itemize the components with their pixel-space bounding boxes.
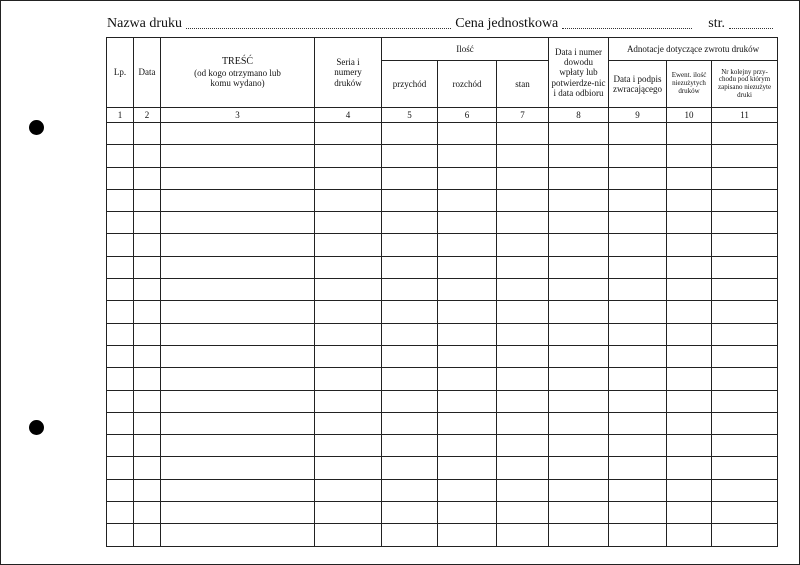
table-cell[interactable] — [161, 435, 315, 457]
table-cell[interactable] — [107, 323, 134, 345]
print-register-table — [106, 37, 778, 547]
table-cell[interactable] — [438, 234, 497, 256]
table-cell[interactable] — [161, 479, 315, 501]
table-cell[interactable] — [549, 502, 609, 524]
table-row — [107, 301, 778, 323]
table-cell[interactable] — [161, 279, 315, 301]
table-cell[interactable] — [107, 301, 134, 323]
table-cell[interactable] — [609, 457, 667, 479]
table-cell[interactable] — [315, 145, 382, 167]
table-cell[interactable] — [667, 212, 712, 234]
table-cell[interactable] — [667, 256, 712, 278]
table-cell[interactable] — [438, 457, 497, 479]
table-cell[interactable] — [438, 345, 497, 367]
table-cell[interactable] — [497, 123, 549, 145]
table-cell[interactable] — [382, 412, 438, 434]
table-cell[interactable] — [134, 167, 161, 189]
table-cell[interactable] — [667, 279, 712, 301]
table-cell[interactable] — [438, 167, 497, 189]
table-cell[interactable] — [667, 479, 712, 501]
table-cell[interactable] — [438, 212, 497, 234]
table-cell[interactable] — [497, 212, 549, 234]
table-cell[interactable] — [667, 368, 712, 390]
table-cell[interactable] — [667, 524, 712, 546]
table-cell[interactable] — [667, 145, 712, 167]
table-cell[interactable] — [161, 323, 315, 345]
table-cell[interactable] — [712, 145, 778, 167]
col-header-tresc — [161, 38, 315, 108]
table-cell[interactable] — [712, 212, 778, 234]
table-cell[interactable] — [315, 502, 382, 524]
table-cell[interactable] — [161, 234, 315, 256]
col-header-podpis: Data i podpis zwracającego — [609, 61, 667, 108]
table-cell[interactable] — [134, 234, 161, 256]
table-cell[interactable] — [497, 279, 549, 301]
col-number: 1 — [107, 108, 134, 123]
table-cell[interactable] — [382, 123, 438, 145]
table-cell[interactable] — [107, 524, 134, 546]
table-cell[interactable] — [107, 435, 134, 457]
table-cell[interactable] — [134, 345, 161, 367]
table-cell[interactable] — [107, 212, 134, 234]
table-row — [107, 279, 778, 301]
table-cell[interactable] — [549, 212, 609, 234]
table-cell[interactable] — [315, 345, 382, 367]
table-cell[interactable] — [497, 412, 549, 434]
table-cell[interactable] — [667, 167, 712, 189]
col-header-seria: Seria i numery druków — [315, 38, 382, 108]
col-header-adnotacje: Adnotacje dotyczące zwrotu druków — [609, 38, 778, 61]
table-cell[interactable] — [382, 234, 438, 256]
table-cell[interactable] — [712, 256, 778, 278]
col-number: 6 — [438, 108, 497, 123]
table-cell[interactable] — [497, 234, 549, 256]
table-cell[interactable] — [712, 345, 778, 367]
table-cell[interactable] — [315, 524, 382, 546]
table-cell[interactable] — [549, 167, 609, 189]
table-cell[interactable] — [549, 145, 609, 167]
table-cell[interactable] — [161, 145, 315, 167]
table-cell[interactable] — [438, 524, 497, 546]
table-cell[interactable] — [315, 279, 382, 301]
table-cell[interactable] — [382, 479, 438, 501]
col-header-ilosc-niezuzytych: Ewent. ilość niezużytych druków — [667, 61, 712, 108]
table-cell[interactable] — [315, 123, 382, 145]
table-row — [107, 212, 778, 234]
table-cell[interactable] — [382, 368, 438, 390]
table-cell[interactable] — [134, 524, 161, 546]
table-cell[interactable] — [438, 412, 497, 434]
table-cell[interactable] — [382, 279, 438, 301]
table-cell[interactable] — [712, 479, 778, 501]
table-row — [107, 145, 778, 167]
table-cell[interactable] — [438, 189, 497, 211]
table-cell[interactable] — [667, 390, 712, 412]
table-cell[interactable] — [107, 145, 134, 167]
col-header-ilosc: Ilość — [382, 38, 549, 61]
table-cell[interactable] — [497, 457, 549, 479]
table-cell[interactable] — [107, 502, 134, 524]
table-cell[interactable] — [315, 479, 382, 501]
table-cell[interactable] — [382, 145, 438, 167]
table-row — [107, 345, 778, 367]
table-cell[interactable] — [382, 167, 438, 189]
table-cell[interactable] — [161, 256, 315, 278]
table-cell[interactable] — [712, 502, 778, 524]
table-cell[interactable] — [134, 479, 161, 501]
table-cell[interactable] — [107, 234, 134, 256]
table-cell[interactable] — [382, 189, 438, 211]
table-cell[interactable] — [107, 345, 134, 367]
table-cell[interactable] — [609, 123, 667, 145]
table-cell[interactable] — [134, 279, 161, 301]
table-cell[interactable] — [315, 167, 382, 189]
table-cell[interactable] — [382, 390, 438, 412]
col-header-dowod: Data i numer dowodu wpłaty lub potwierdze-nic i data odbioru — [549, 38, 609, 108]
table-cell[interactable] — [438, 502, 497, 524]
table-cell[interactable] — [315, 323, 382, 345]
table-row — [107, 234, 778, 256]
table-cell[interactable] — [549, 123, 609, 145]
table-cell[interactable] — [382, 345, 438, 367]
table-cell[interactable] — [134, 390, 161, 412]
table-cell[interactable] — [609, 435, 667, 457]
table-cell[interactable] — [134, 412, 161, 434]
table-cell[interactable] — [438, 145, 497, 167]
table-row — [107, 390, 778, 412]
table-cell[interactable] — [712, 234, 778, 256]
punch-hole-top — [29, 120, 44, 135]
table-cell[interactable] — [667, 435, 712, 457]
table-cell[interactable] — [667, 412, 712, 434]
table-cell[interactable] — [438, 279, 497, 301]
table-cell[interactable] — [549, 412, 609, 434]
table-row — [107, 412, 778, 434]
table-cell[interactable] — [712, 189, 778, 211]
table-cell[interactable] — [107, 189, 134, 211]
table-cell[interactable] — [712, 123, 778, 145]
table-cell[interactable] — [667, 457, 712, 479]
table-cell[interactable] — [134, 368, 161, 390]
table-cell[interactable] — [315, 457, 382, 479]
table-cell[interactable] — [497, 502, 549, 524]
table-cell[interactable] — [161, 457, 315, 479]
table-cell[interactable] — [609, 234, 667, 256]
table-cell[interactable] — [609, 479, 667, 501]
table-cell[interactable] — [315, 234, 382, 256]
print-name-label: Nazwa druku — [107, 16, 183, 31]
col-number: 7 — [497, 108, 549, 123]
table-cell[interactable] — [315, 189, 382, 211]
table-cell[interactable] — [107, 279, 134, 301]
table-cell[interactable] — [667, 234, 712, 256]
print-name-field[interactable] — [186, 27, 451, 29]
table-cell[interactable] — [161, 368, 315, 390]
table-cell[interactable] — [134, 189, 161, 211]
col-number: 2 — [134, 108, 161, 123]
table-cell[interactable] — [315, 435, 382, 457]
table-row — [107, 435, 778, 457]
form-header — [107, 12, 777, 32]
table-cell[interactable] — [134, 435, 161, 457]
table-cell[interactable] — [712, 412, 778, 434]
table-row — [107, 189, 778, 211]
table-cell[interactable] — [107, 123, 134, 145]
table-cell[interactable] — [161, 390, 315, 412]
col-number: 9 — [609, 108, 667, 123]
tresc-title: TREŚĆ — [221, 56, 254, 68]
table-cell[interactable] — [315, 412, 382, 434]
table-cell[interactable] — [382, 212, 438, 234]
col-header-przychod: przychód — [382, 61, 438, 108]
table-cell[interactable] — [497, 390, 549, 412]
table-cell[interactable] — [549, 457, 609, 479]
table-cell[interactable] — [609, 368, 667, 390]
table-cell[interactable] — [609, 167, 667, 189]
table-cell[interactable] — [161, 212, 315, 234]
table-cell[interactable] — [161, 345, 315, 367]
table-cell[interactable] — [497, 479, 549, 501]
page-label: str. — [708, 16, 725, 31]
table-cell[interactable] — [497, 368, 549, 390]
table-cell[interactable] — [107, 368, 134, 390]
table-cell[interactable] — [712, 435, 778, 457]
table-cell[interactable] — [667, 345, 712, 367]
table-cell[interactable] — [549, 256, 609, 278]
table-cell[interactable] — [315, 256, 382, 278]
punch-hole-bottom — [29, 420, 44, 435]
table-cell[interactable] — [161, 123, 315, 145]
table-cell[interactable] — [549, 234, 609, 256]
table-cell[interactable] — [609, 345, 667, 367]
table-cell[interactable] — [438, 390, 497, 412]
col-header-lp: Lp. — [107, 38, 134, 108]
table-cell[interactable] — [161, 167, 315, 189]
table-cell[interactable] — [497, 167, 549, 189]
table-cell[interactable] — [497, 189, 549, 211]
table-cell[interactable] — [107, 256, 134, 278]
table-cell[interactable] — [382, 256, 438, 278]
col-header-rozchod: rozchód — [438, 61, 497, 108]
col-header-stan: stan — [497, 61, 549, 108]
table-cell[interactable] — [438, 435, 497, 457]
table-row — [107, 479, 778, 501]
table-row — [107, 123, 778, 145]
table-cell[interactable] — [609, 412, 667, 434]
table-cell[interactable] — [438, 368, 497, 390]
table-row — [107, 167, 778, 189]
table-row — [107, 457, 778, 479]
table-cell[interactable] — [161, 412, 315, 434]
table-cell[interactable] — [315, 212, 382, 234]
table-cell[interactable] — [107, 412, 134, 434]
table-cell[interactable] — [712, 524, 778, 546]
table-cell[interactable] — [315, 368, 382, 390]
table-cell[interactable] — [549, 435, 609, 457]
table-cell[interactable] — [712, 457, 778, 479]
table-cell[interactable] — [382, 301, 438, 323]
table-cell[interactable] — [438, 301, 497, 323]
table-cell[interactable] — [712, 279, 778, 301]
table-cell[interactable] — [438, 323, 497, 345]
col-number: 4 — [315, 108, 382, 123]
table-cell[interactable] — [549, 323, 609, 345]
table-cell[interactable] — [382, 524, 438, 546]
table-cell[interactable] — [609, 390, 667, 412]
table-cell[interactable] — [609, 323, 667, 345]
table-cell[interactable] — [667, 502, 712, 524]
col-number: 10 — [667, 108, 712, 123]
table-cell[interactable] — [134, 145, 161, 167]
table-cell[interactable] — [497, 345, 549, 367]
table-cell[interactable] — [497, 301, 549, 323]
table-row — [107, 368, 778, 390]
table-cell[interactable] — [609, 212, 667, 234]
table-cell[interactable] — [497, 145, 549, 167]
table-cell[interactable] — [107, 457, 134, 479]
table-cell[interactable] — [549, 368, 609, 390]
table-cell[interactable] — [609, 189, 667, 211]
table-cell[interactable] — [438, 256, 497, 278]
col-number: 8 — [549, 108, 609, 123]
table-cell[interactable] — [107, 167, 134, 189]
table-cell[interactable] — [549, 345, 609, 367]
table-cell[interactable] — [382, 457, 438, 479]
register-body — [107, 123, 778, 547]
table-cell[interactable] — [667, 189, 712, 211]
table-row — [107, 524, 778, 546]
table-cell[interactable] — [134, 256, 161, 278]
col-number: 3 — [161, 108, 315, 123]
table-cell[interactable] — [161, 301, 315, 323]
tresc-subtitle: (od kogo otrzymano lub komu wydano) — [194, 67, 281, 89]
table-cell[interactable] — [549, 301, 609, 323]
table-cell[interactable] — [549, 390, 609, 412]
table-cell[interactable] — [382, 323, 438, 345]
table-cell[interactable] — [134, 323, 161, 345]
table-cell[interactable] — [609, 524, 667, 546]
table-cell[interactable] — [134, 301, 161, 323]
table-cell[interactable] — [315, 390, 382, 412]
table-cell[interactable] — [315, 301, 382, 323]
col-header-data: Data — [134, 38, 161, 108]
table-cell[interactable] — [134, 212, 161, 234]
table-row — [107, 256, 778, 278]
table-cell[interactable] — [609, 256, 667, 278]
table-cell[interactable] — [161, 189, 315, 211]
table-cell[interactable] — [497, 435, 549, 457]
table-cell[interactable] — [438, 123, 497, 145]
table-cell[interactable] — [609, 279, 667, 301]
table-cell[interactable] — [609, 301, 667, 323]
table-cell[interactable] — [667, 323, 712, 345]
table-cell[interactable] — [134, 123, 161, 145]
table-cell[interactable] — [134, 502, 161, 524]
col-number: 5 — [382, 108, 438, 123]
table-row — [107, 323, 778, 345]
table-cell[interactable] — [497, 323, 549, 345]
table-cell[interactable] — [497, 524, 549, 546]
table-row — [107, 502, 778, 524]
table-cell[interactable] — [667, 301, 712, 323]
table-cell[interactable] — [712, 368, 778, 390]
page-number-field[interactable] — [729, 27, 773, 29]
table-cell[interactable] — [712, 167, 778, 189]
unit-price-field[interactable] — [562, 27, 692, 29]
col-number: 11 — [712, 108, 778, 123]
table-cell[interactable] — [497, 256, 549, 278]
table-cell[interactable] — [107, 390, 134, 412]
table-cell[interactable] — [667, 123, 712, 145]
table-cell[interactable] — [107, 479, 134, 501]
table-cell[interactable] — [712, 301, 778, 323]
table-cell[interactable] — [382, 435, 438, 457]
table-cell[interactable] — [161, 502, 315, 524]
table-cell[interactable] — [609, 502, 667, 524]
table-cell[interactable] — [549, 189, 609, 211]
table-cell[interactable] — [549, 279, 609, 301]
table-cell[interactable] — [549, 479, 609, 501]
table-cell[interactable] — [438, 479, 497, 501]
col-header-nr-kolejny: Nr kolejny przy-chodu pod którym zapisano niezużyte druki — [712, 61, 778, 108]
table-cell[interactable] — [382, 502, 438, 524]
table-cell[interactable] — [549, 524, 609, 546]
table-cell[interactable] — [712, 390, 778, 412]
unit-price-label: Cena jednostkowa — [455, 16, 559, 31]
table-cell[interactable] — [712, 323, 778, 345]
table-cell[interactable] — [134, 457, 161, 479]
table-cell[interactable] — [161, 524, 315, 546]
table-cell[interactable] — [609, 145, 667, 167]
